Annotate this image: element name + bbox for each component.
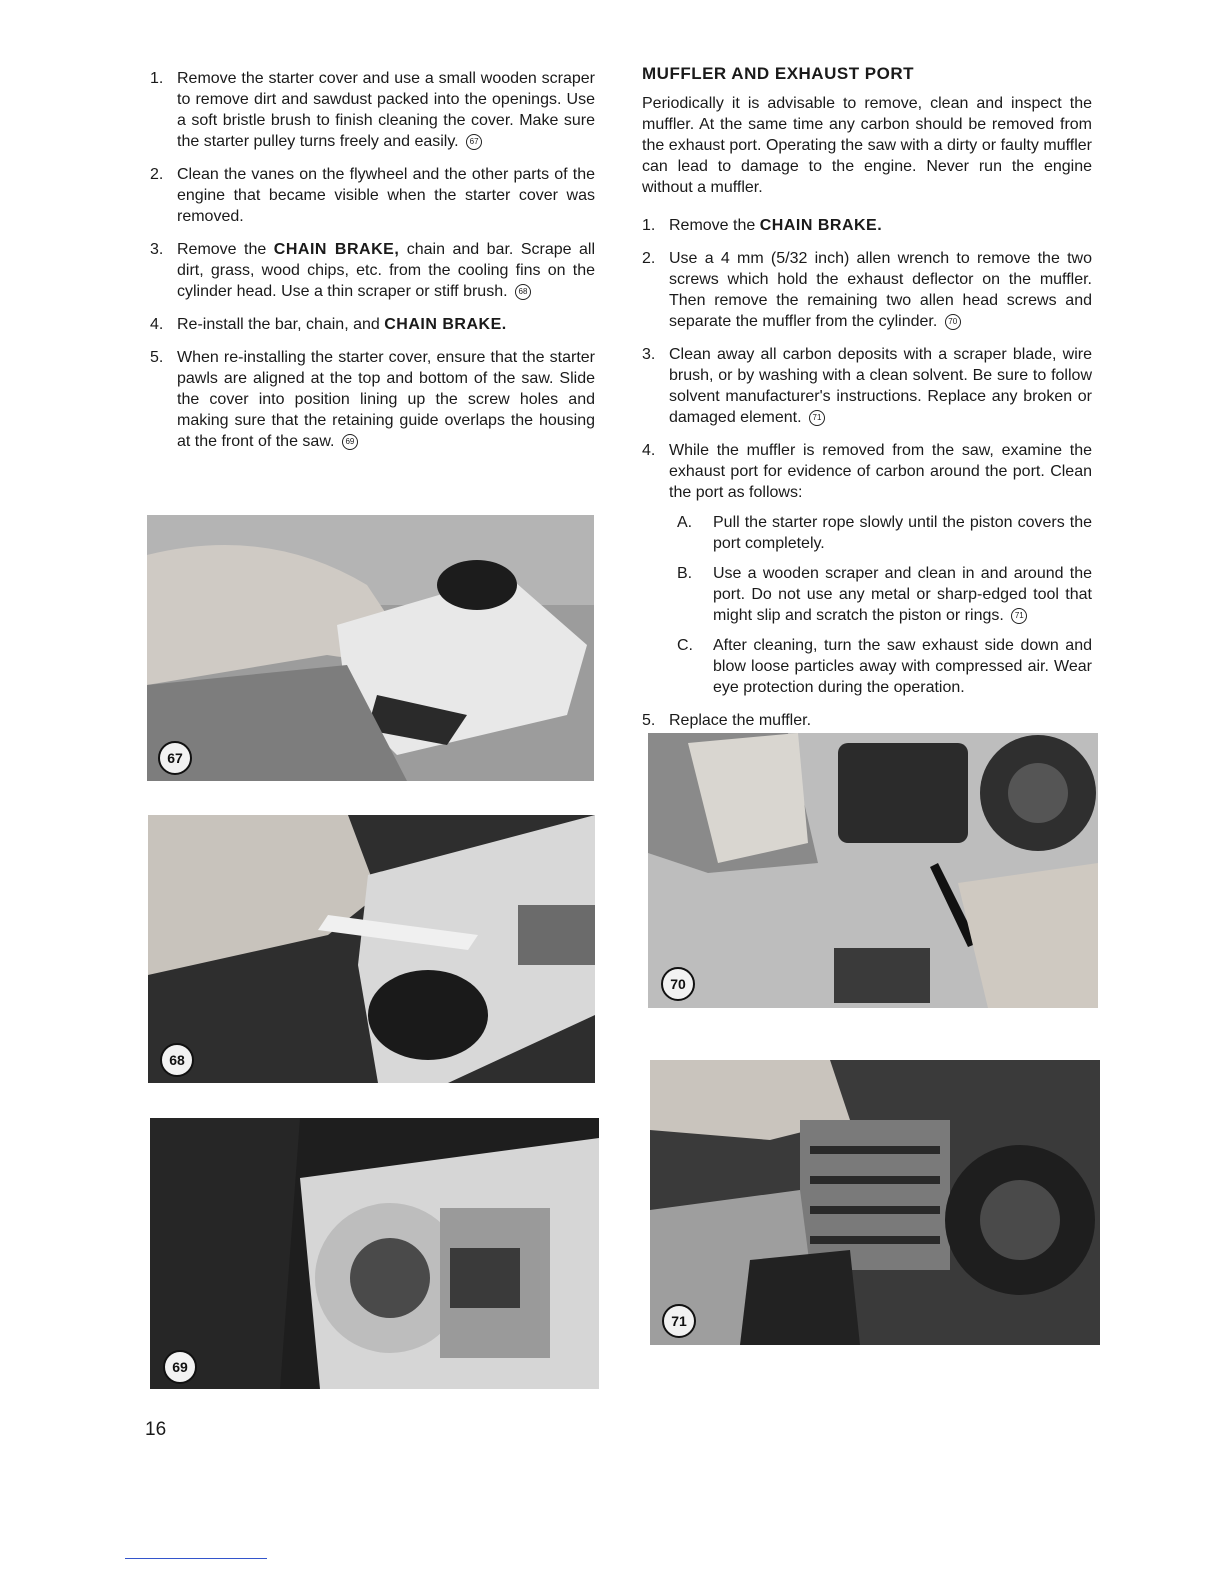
right-step-3 [642,344,1092,428]
right-step-4 [642,440,1092,698]
step-text: While the muffler is removed from the saw, examine the exhaust port for evidence of carbon around the port. Clean the port as follows: [669,442,1092,501]
exhaust-port-photo [650,1060,1100,1345]
step-number: 4. [150,316,164,333]
figure-badge-70: 70 [661,967,695,1001]
divider-line [125,1558,267,1559]
starter-cover-photo [147,515,594,781]
substep-a [677,512,1092,554]
muffler-screws-photo [648,733,1098,1008]
chain-brake-label: CHAIN BRAKE, [273,241,400,258]
right-step-2 [642,248,1092,332]
step-number: 4. [642,442,656,459]
left-step-1 [150,68,595,152]
substep-letter: B. [677,565,693,582]
step-text: chain and bar. Scrape all dirt, grass, wood chips, etc. from the cooling fins on the cylinder head. Use a thin scraper or stiff brush. [177,241,595,300]
step-text-pre: Re-install the bar, chain, and [177,316,385,333]
step-number: 1. [642,217,656,234]
photo-figure-69 [150,1118,599,1389]
substep-text: After cleaning, turn the saw exhaust side down and blow loose particles away with compressed air. Wear eye protection during the operation. [713,637,1092,696]
section-heading: MUFFLER AND EXHAUST PORT [642,64,915,83]
step-text-pre: Remove the [669,217,760,234]
step-text: Clean away all carbon deposits with a scraper blade, wire brush, or by washing with a clean solvent. Be sure to follow solvent manufacturer's instructions. Replace any broken or damaged element. [669,346,1092,426]
left-steps-list [150,68,595,464]
figure-badge-71: 71 [662,1304,696,1338]
step-number: 5. [150,349,164,366]
right-step-1 [642,215,1092,236]
photo-figure-67 [147,515,594,781]
figure-ref-badge: 69 [342,434,358,450]
photo-figure-71 [650,1060,1100,1345]
left-step-5 [150,347,595,452]
photo-figure-70 [648,733,1098,1008]
step-text: Remove the starter cover and use a small wooden scraper to remove dirt and sawdust packed into the openings. Use a soft bristle brush to finish cleaning the cover. Make sure the starter pulley turns freely and easily. [177,70,595,150]
chain-brake-label: CHAIN BRAKE. [384,316,507,333]
cooling-fins-photo [148,815,595,1083]
substep-b [677,563,1092,626]
left-step-3 [150,239,595,302]
figure-ref-badge: 71 [809,410,825,426]
figure-badge-69: 69 [163,1350,197,1384]
substep-letter: C. [677,637,693,654]
step-number: 1. [150,70,164,87]
step-text: Replace the muffler. [669,712,812,729]
step-number: 3. [642,346,656,363]
step-number: 3. [150,241,164,258]
left-step-4 [150,314,595,335]
substep-letter: A. [677,514,693,531]
step-text: When re-installing the starter cover, ensure that the starter pawls are aligned at the top and bottom of the saw. Slide the cover into position lining up the screw holes and making sure that the retaining guide overlaps the housing at the front of the saw. [177,349,595,450]
substep-text: Use a wooden scraper and clean in and around the port. Do not use any metal or sharp-edged tool that might slip and scratch the piston or rings. [713,565,1092,624]
left-step-2 [150,164,595,227]
figure-ref-badge: 68 [515,284,531,300]
photo-figure-68 [148,815,595,1083]
chain-brake-label: CHAIN BRAKE. [759,217,883,234]
right-steps-list [642,215,1092,743]
substeps-list [677,512,1092,698]
substep-c [677,635,1092,698]
page-number: 16 [145,1419,167,1440]
figure-badge-68: 68 [160,1043,194,1077]
figure-badge-67: 67 [158,741,192,775]
step-number: 2. [642,250,656,267]
step-number: 2. [150,166,164,183]
step-text-pre: Remove the [177,241,274,258]
step-number: 5. [642,712,656,729]
figure-ref-badge: 71 [1011,608,1027,624]
figure-ref-badge: 70 [945,314,961,330]
right-step-5 [642,710,1092,731]
starter-pawls-photo [150,1118,599,1389]
section-intro: Periodically it is advisable to remove, clean and inspect the muffler. At the same time any carbon should be removed from the exhaust port. Operating the saw with a dirty or faulty muffler can lead to damage to the engine. Never run the engine without a muffler. [642,95,1092,196]
step-text: Clean the vanes on the flywheel and the other parts of the engine that became visible when the starter cover was removed. [177,166,595,225]
substep-text: Pull the starter rope slowly until the piston covers the port completely. [713,514,1092,552]
step-text: Use a 4 mm (5/32 inch) allen wrench to remove the two screws which hold the exhaust deflector on the muffler. Then remove the remaining two allen head screws and separate the muffler from the cylinder. [669,250,1092,330]
figure-ref-badge: 67 [466,134,482,150]
